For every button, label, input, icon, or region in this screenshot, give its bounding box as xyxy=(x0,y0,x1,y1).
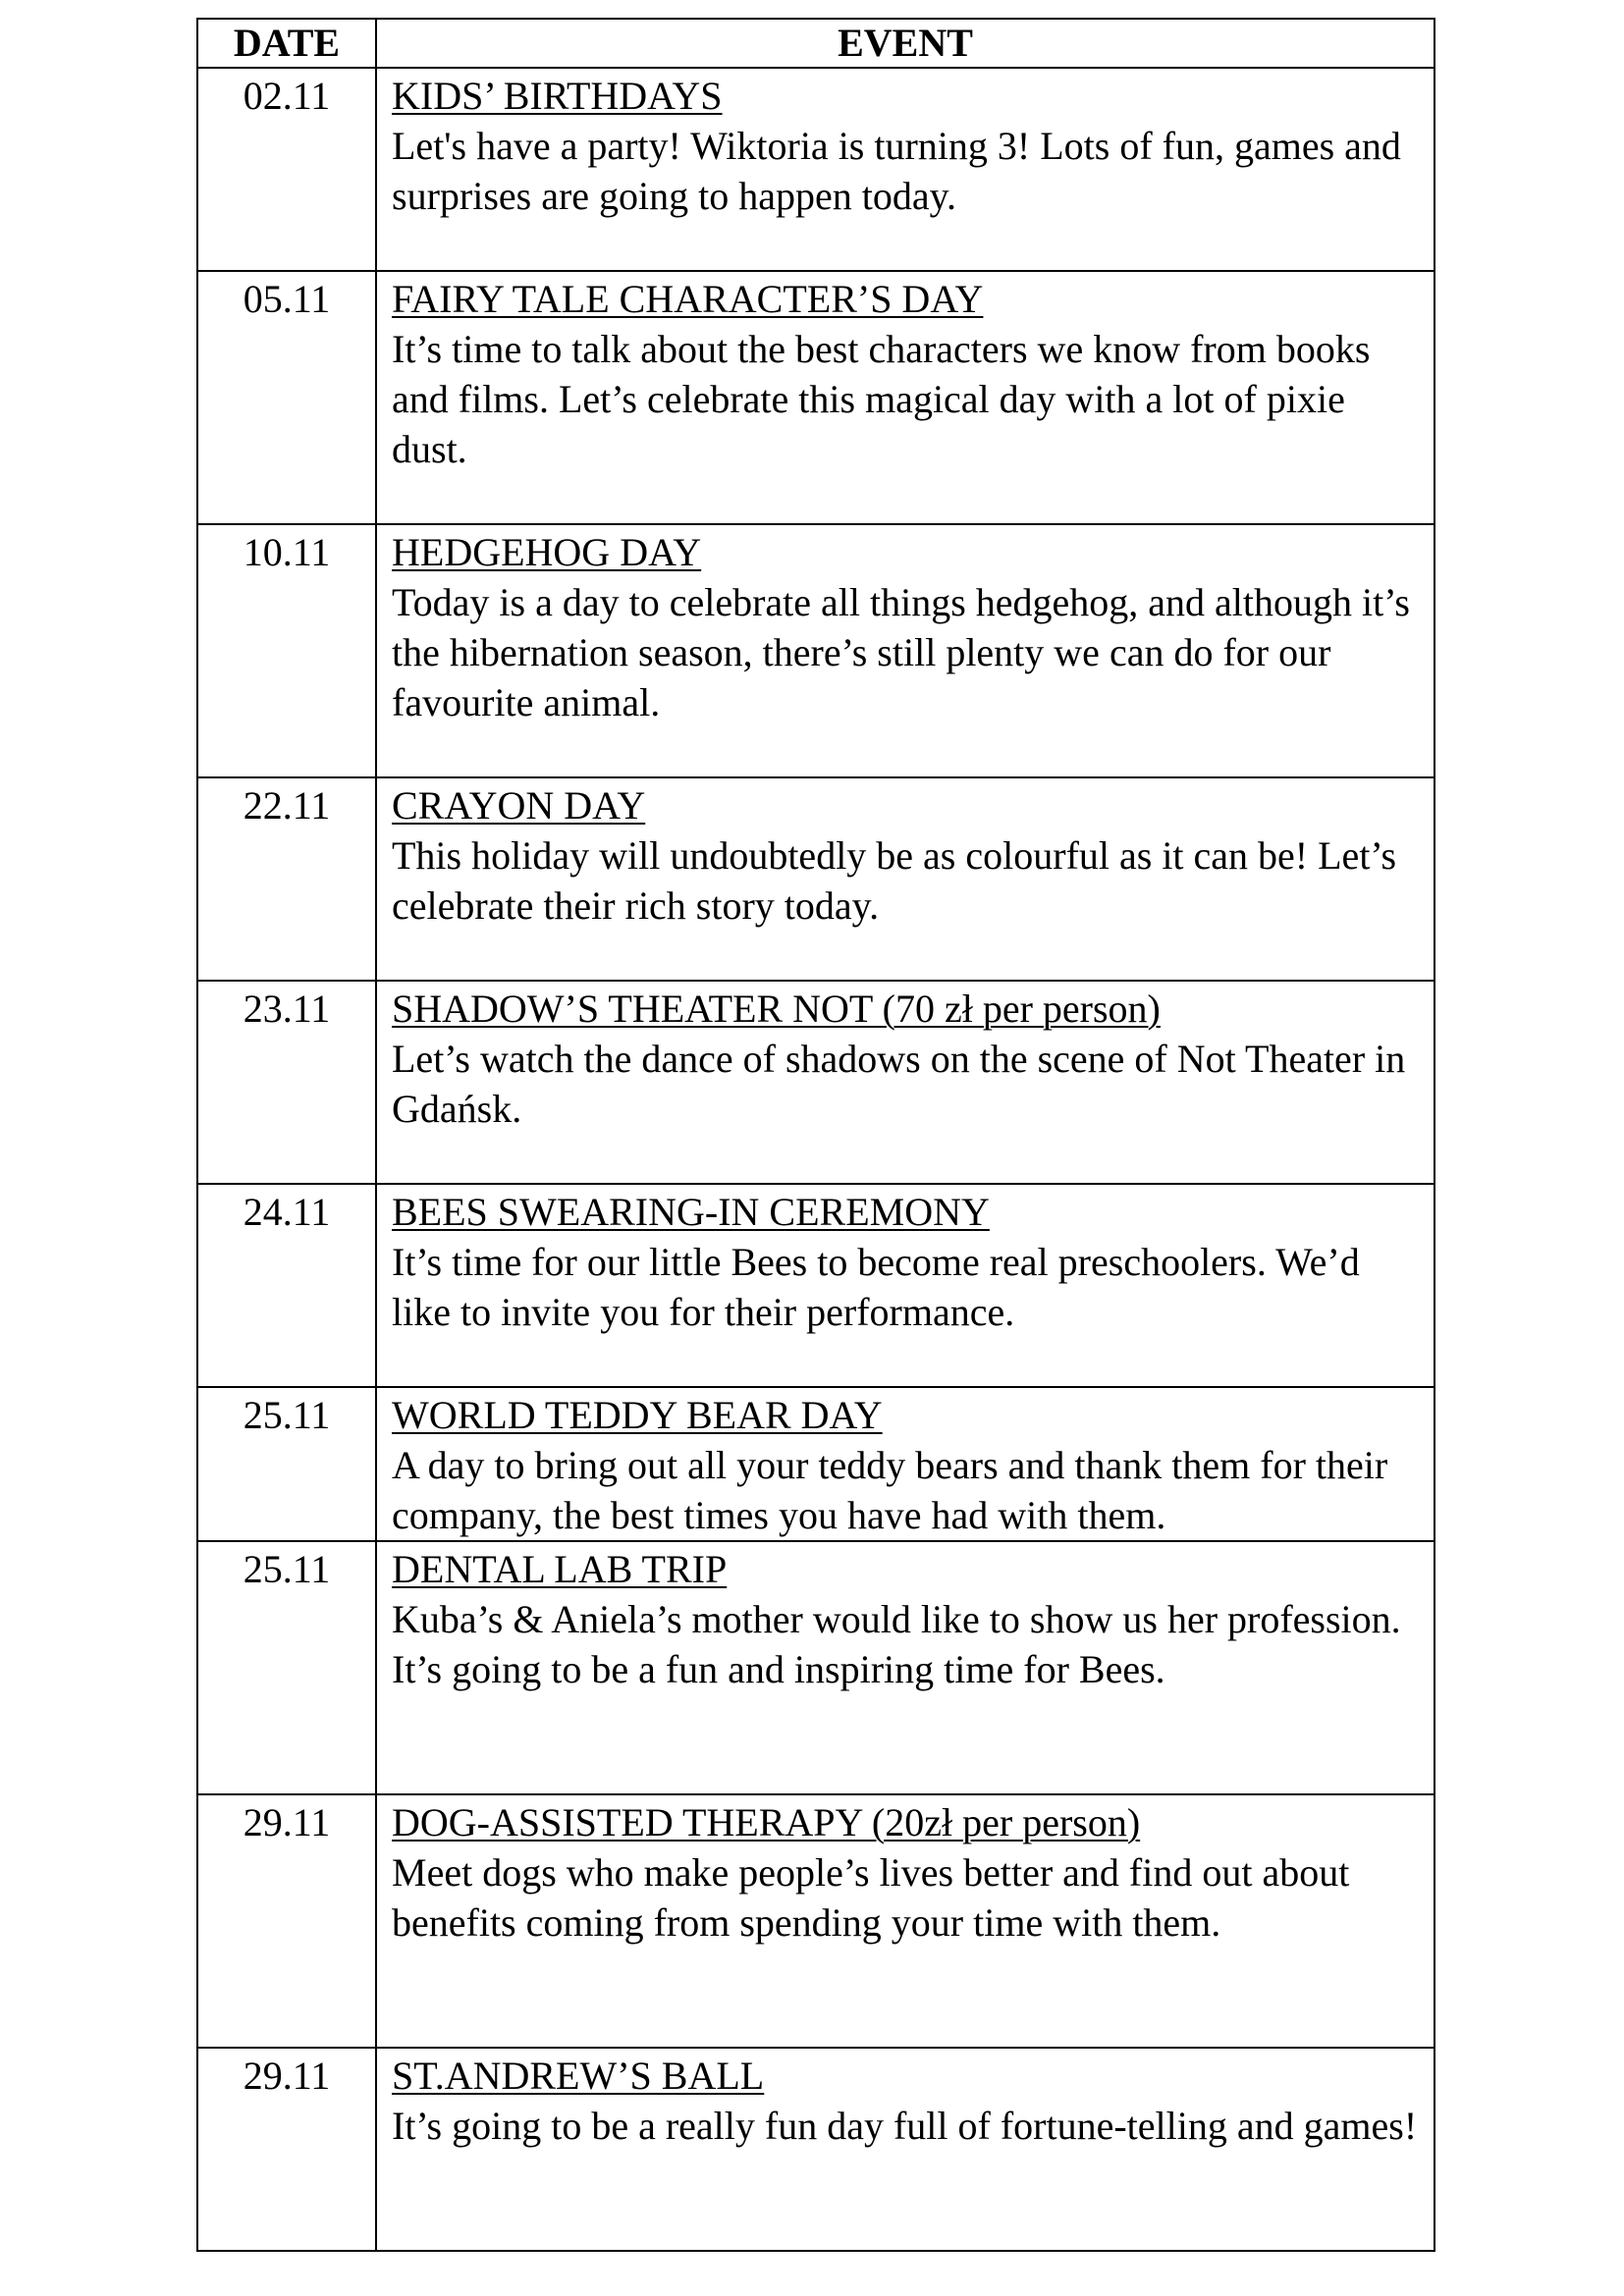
date-cell: 05.11 xyxy=(197,271,376,524)
table-row xyxy=(197,2048,1435,2251)
event-cell xyxy=(376,777,1435,981)
event-cell xyxy=(376,2048,1435,2251)
event-description: It’s time to talk about the best characters we know from books and films. Let’s celebrate this magical day with a lot of pixie dust. xyxy=(392,327,1371,471)
table-row xyxy=(197,68,1435,271)
event-cell xyxy=(376,1387,1435,1541)
event-description: A day to bring out all your teddy bears and thank them for their company, the best times you have had with them. xyxy=(392,1443,1388,1537)
date-cell: 02.11 xyxy=(197,68,376,271)
events-table xyxy=(196,18,1435,2252)
date-cell: 22.11 xyxy=(197,777,376,981)
event-title: HEDGEHOG DAY xyxy=(392,530,702,574)
event-description: Let’s watch the dance of shadows on the scene of Not Theater in Gdańsk. xyxy=(392,1037,1406,1131)
event-header: EVENT xyxy=(376,19,1435,68)
table-row xyxy=(197,524,1435,777)
date-cell: 25.11 xyxy=(197,1387,376,1541)
date-cell: 24.11 xyxy=(197,1184,376,1387)
event-description: Meet dogs who make people’s lives better and find out about benefits coming from spending your time with them. xyxy=(392,1850,1350,1945)
event-description: It’s time for our little Bees to become real preschoolers. We’d like to invite you for their performance. xyxy=(392,1240,1360,1334)
table-row xyxy=(197,1387,1435,1541)
event-title: FAIRY TALE CHARACTER’S DAY xyxy=(392,277,984,321)
table-row xyxy=(197,1541,1435,1794)
date-cell: 29.11 xyxy=(197,2048,376,2251)
event-title: SHADOW’S THEATER NOT (70 zł per person) xyxy=(392,987,1161,1031)
table-row xyxy=(197,981,1435,1184)
event-description: It’s going to be a really fun day full of fortune-telling and games! xyxy=(392,2104,1418,2148)
header-row xyxy=(197,19,1435,68)
table-row xyxy=(197,777,1435,981)
event-cell xyxy=(376,68,1435,271)
event-title: CRAYON DAY xyxy=(392,783,646,828)
event-title: DOG-ASSISTED THERAPY (20zł per person) xyxy=(392,1800,1141,1844)
event-title: ST.ANDREW’S BALL xyxy=(392,2054,765,2098)
event-cell xyxy=(376,1794,1435,2048)
event-title: WORLD TEDDY BEAR DAY xyxy=(392,1393,883,1437)
table-row xyxy=(197,1184,1435,1387)
table-row xyxy=(197,271,1435,524)
event-cell xyxy=(376,1541,1435,1794)
event-title: BEES SWEARING-IN CEREMONY xyxy=(392,1190,990,1234)
event-title: KIDS’ BIRTHDAYS xyxy=(392,74,723,118)
event-cell xyxy=(376,524,1435,777)
event-cell xyxy=(376,1184,1435,1387)
event-description: This holiday will undoubtedly be as colourful as it can be! Let’s celebrate their rich story today. xyxy=(392,833,1397,928)
event-description: Kuba’s & Aniela’s mother would like to show us her profession. It’s going to be a fun and inspiring time for Bees. xyxy=(392,1597,1401,1691)
date-cell: 29.11 xyxy=(197,1794,376,2048)
date-cell: 10.11 xyxy=(197,524,376,777)
event-title: DENTAL LAB TRIP xyxy=(392,1547,728,1591)
event-cell xyxy=(376,981,1435,1184)
event-cell xyxy=(376,271,1435,524)
date-cell: 25.11 xyxy=(197,1541,376,1794)
date-header: DATE xyxy=(197,19,376,68)
event-description: Today is a day to celebrate all things hedgehog, and although it’s the hibernation season, there’s still plenty we can do for our favourite animal. xyxy=(392,580,1410,724)
event-description: Let's have a party! Wiktoria is turning 3! Lots of fun, games and surprises are going to happen today. xyxy=(392,124,1401,218)
table-row xyxy=(197,1794,1435,2048)
date-cell: 23.11 xyxy=(197,981,376,1184)
